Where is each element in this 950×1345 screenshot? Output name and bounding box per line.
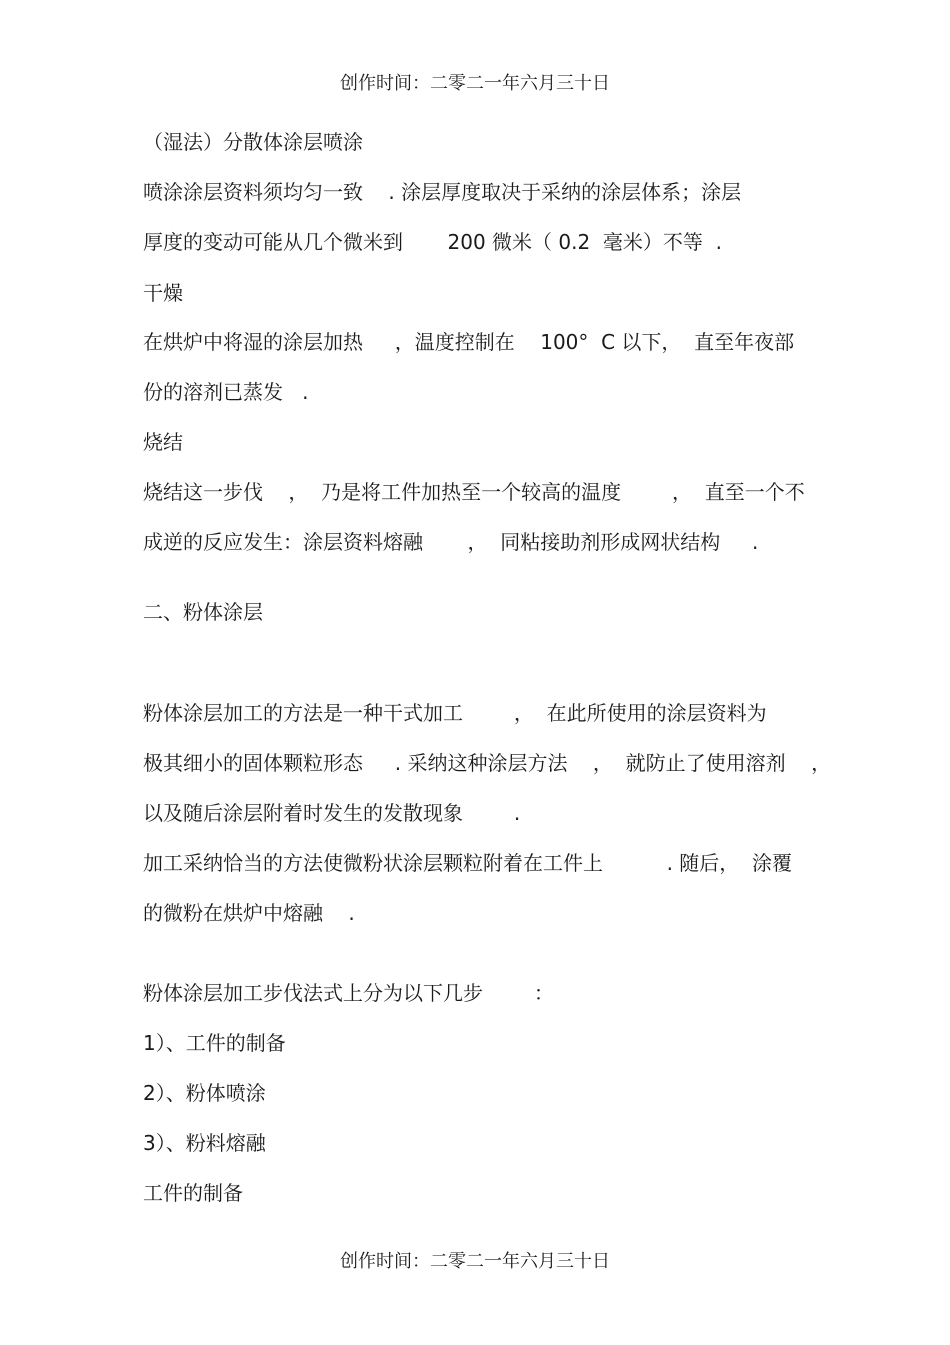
heading-drying: 干燥 <box>143 281 183 305</box>
paragraph-line: 以及随后涂层附着时发生的发散现象 . <box>143 801 521 825</box>
paragraph-line: 的微粉在烘炉中熔融 . <box>143 901 355 925</box>
paragraph-line: 粉体涂层加工步伐法式上分为以下几步 ： <box>143 981 554 1005</box>
paragraph-line: 加工采纳恰当的方法使微粉状涂层颗粒附着在工件上 . 随后， 涂覆 <box>143 851 793 875</box>
paragraph-line: 喷涂涂层资料须均匀一致 . 涂层厚度取决于采纳的涂层体系；涂层 <box>143 180 742 204</box>
paragraph-line: 成逆的反应发生：涂层资料熔融 ， 同粘接助剂形成网状结构 . <box>143 530 759 554</box>
paragraph-line: 烧结这一步伐 ， 乃是将工件加热至一个较高的温度 ， 直至一个不 <box>143 480 805 504</box>
paragraph-line: 份的溶剂已蒸发 . <box>143 380 309 404</box>
heading-workpiece-prep: 工件的制备 <box>143 1181 243 1205</box>
heading-sintering: 烧结 <box>143 430 183 454</box>
page-footer: 创作时间：二零二一年六月三十日 <box>340 1251 610 1272</box>
paragraph-line: 粉体涂层加工的方法是一种干式加工 ， 在此所使用的涂层资料为 <box>143 701 767 725</box>
paragraph-line: 厚度的变动可能从几个微米到 200 微米（ 0.2 毫米）不等 . <box>143 230 722 254</box>
list-item: 2）、粉体喷涂 <box>143 1081 266 1105</box>
list-item: 1）、工件的制备 <box>143 1031 286 1055</box>
section-heading-powder-coating: 二、粉体涂层 <box>143 600 263 624</box>
paragraph-line: 在烘炉中将湿的涂层加热 ，温度控制在 100° C 以下， 直至年夜部 <box>143 330 795 354</box>
page-header: 创作时间：二零二一年六月三十日 <box>340 73 610 94</box>
list-item: 3）、粉料熔融 <box>143 1131 266 1155</box>
heading-wet-spray: （湿法）分散体涂层喷涂 <box>143 130 363 154</box>
paragraph-line: 极其细小的固体颗粒形态 . 采纳这种涂层方法 ， 就防止了使用溶剂 ， <box>143 751 832 775</box>
